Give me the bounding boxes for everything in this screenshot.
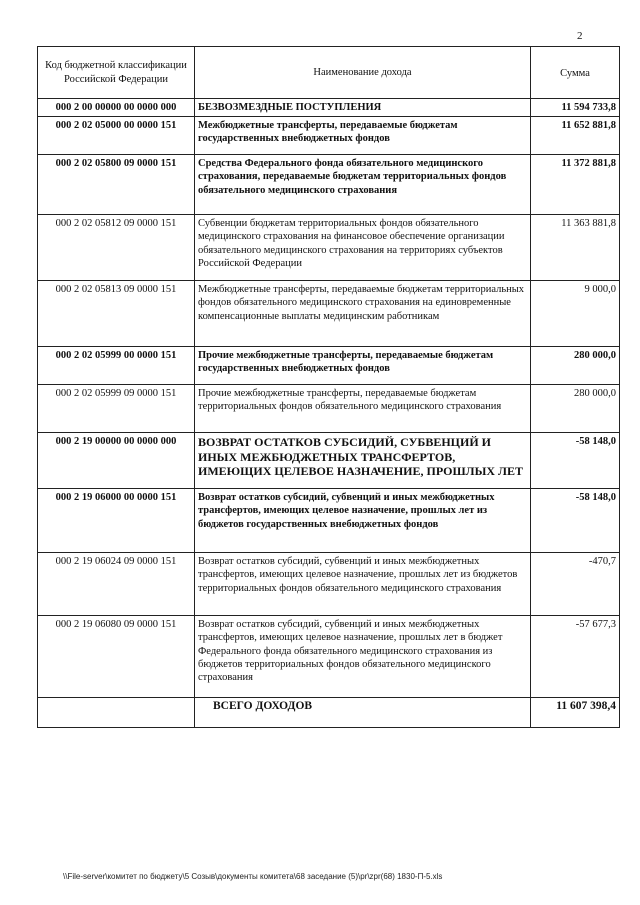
table-row [38,347,620,385]
row-sum: -57 677,3 [531,616,620,698]
table-row [38,99,620,117]
row-code: 000 2 02 05999 09 0000 151 [38,385,195,433]
table-row [38,117,620,155]
row-name: Межбюджетные трансферты, передаваемые бюджетам территориальных фондов обязательного медицинского страхования на единовременные компенсационные выплаты медицинским работникам [195,281,531,347]
table-row [38,553,620,616]
header-sum: Сумма [531,47,620,99]
row-code: 000 2 00 00000 00 0000 000 [38,99,195,117]
row-code: 000 2 19 00000 00 0000 000 [38,433,195,489]
table-row [38,433,620,489]
total-name: ВСЕГО ДОХОДОВ [195,698,531,728]
row-name: БЕЗВОЗМЕЗДНЫЕ ПОСТУПЛЕНИЯ [195,99,531,117]
row-code: 000 2 19 06024 09 0000 151 [38,553,195,616]
row-sum: 280 000,0 [531,385,620,433]
table-row [38,215,620,281]
row-sum: 11 652 881,8 [531,117,620,155]
header-name: Наименование дохода [195,47,531,99]
row-sum: 11 363 881,8 [531,215,620,281]
row-name: Средства Федерального фонда обязательного медицинского страхования, передаваемые бюджетам территориальных фондов обязательного медицинского страхования [195,155,531,215]
file-path-footer: \\File-server\комитет по бюджету\5 Созыв\документы комитета\68 заседание (5)\pr\zpr(68) 1830-П-5.xls [63,872,443,881]
row-sum: 9 000,0 [531,281,620,347]
row-sum: -470,7 [531,553,620,616]
table-header-row [38,47,620,99]
total-code [38,698,195,728]
row-code: 000 2 02 05812 09 0000 151 [38,215,195,281]
table-row [38,155,620,215]
row-code: 000 2 02 05800 09 0000 151 [38,155,195,215]
table-row [38,281,620,347]
row-name: Субвенции бюджетам территориальных фондов обязательного медицинского страхования на финансовое обеспечение организации обязательного медицинского страхования на территориях субъектов Российской Федерации [195,215,531,281]
table-row [38,489,620,553]
row-name: Межбюджетные трансферты, передаваемые бюджетам государственных внебюджетных фондов [195,117,531,155]
row-code: 000 2 19 06080 09 0000 151 [38,616,195,698]
row-code: 000 2 02 05000 00 0000 151 [38,117,195,155]
row-name: Прочие межбюджетные трансферты, передаваемые бюджетам территориальных фондов обязательного медицинского страхования [195,385,531,433]
row-name: ВОЗВРАТ ОСТАТКОВ СУБСИДИЙ, СУБВЕНЦИЙ И ИНЫХ МЕЖБЮДЖЕТНЫХ ТРАНСФЕРТОВ, ИМЕЮЩИХ ЦЕЛЕВОЕ НАЗНАЧЕНИЕ, ПРОШЛЫХ ЛЕТ [195,433,531,489]
table-row [38,616,620,698]
row-name: Возврат остатков субсидий, субвенций и иных межбюджетных трансфертов, имеющих целевое назначение, прошлых лет в бюджет Федерального фонда обязательного медицинского страхования из бюджетов территориальных фондов обязательного медицинского страхования [195,616,531,698]
row-code: 000 2 19 06000 00 0000 151 [38,489,195,553]
row-code: 000 2 02 05999 00 0000 151 [38,347,195,385]
page-number: 2 [577,30,583,42]
row-code: 000 2 02 05813 09 0000 151 [38,281,195,347]
row-sum: 11 594 733,8 [531,99,620,117]
row-name: Прочие межбюджетные трансферты, передаваемые бюджетам государственных внебюджетных фондов [195,347,531,385]
revenue-table [37,46,620,728]
total-row [38,698,620,728]
row-sum: -58 148,0 [531,433,620,489]
row-name: Возврат остатков субсидий, субвенций и иных межбюджетных трансфертов, имеющих целевое назначение, прошлых лет из бюджетов территориальных фондов обязательного медицинского страхования [195,553,531,616]
row-sum: 11 372 881,8 [531,155,620,215]
total-sum: 11 607 398,4 [531,698,620,728]
table-row [38,385,620,433]
header-code: Код бюджетной классификации Российской Федерации [38,47,195,99]
row-name: Возврат остатков субсидий, субвенций и иных межбюджетных трансфертов, имеющих целевое назначение, прошлых лет из бюджетов государственных внебюджетных фондов [195,489,531,553]
row-sum: 280 000,0 [531,347,620,385]
row-sum: -58 148,0 [531,489,620,553]
